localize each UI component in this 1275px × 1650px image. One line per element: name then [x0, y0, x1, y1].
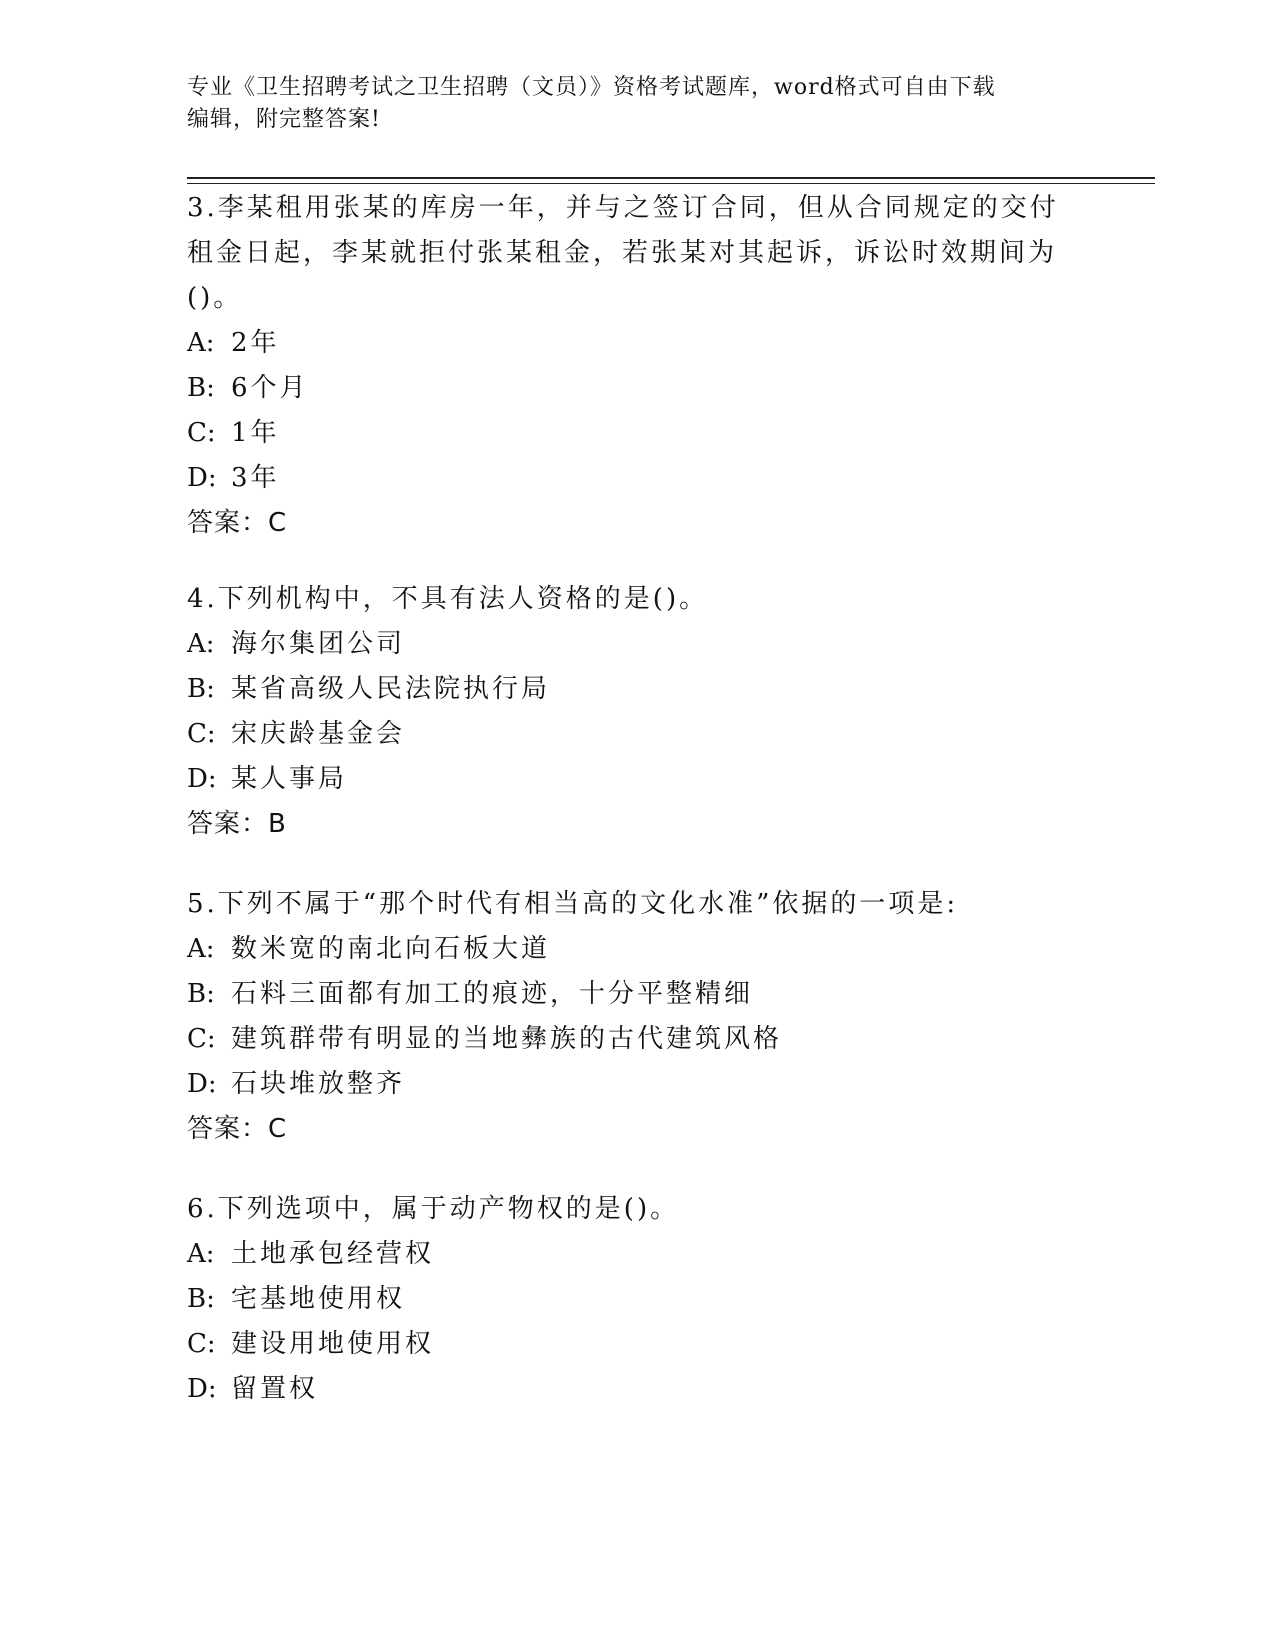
option-c: [187, 1017, 1087, 1062]
question-stem: [187, 882, 1087, 927]
option-text: 2年: [231, 328, 280, 358]
option-a: [187, 622, 1087, 667]
stem-line: ()。: [187, 283, 243, 313]
answer: 答案：C: [187, 508, 288, 538]
option-text: 石料三面都有加工的痕迹，十分平整精细: [231, 979, 754, 1009]
option-text: 宋庆龄基金会: [231, 719, 406, 749]
stem-line: 6.下列选项中，属于动产物权的是()。: [187, 1194, 680, 1224]
option-text: 土地承包经营权: [231, 1239, 435, 1269]
option-b: [187, 972, 1087, 1017]
option-c: [187, 411, 1087, 456]
option-key: B:: [187, 979, 215, 1009]
question-stem: [187, 1187, 1087, 1232]
option-text: 留置权: [231, 1374, 319, 1404]
option-text: 3年: [231, 463, 280, 493]
option-text: 某人事局: [231, 764, 348, 794]
option-key: B:: [187, 1284, 215, 1314]
option-d: [187, 757, 1087, 802]
option-b: [187, 1277, 1087, 1322]
option-c: [187, 712, 1087, 757]
header-divider-thin: [187, 183, 1155, 184]
stem-line: 4.下列机构中，不具有法人资格的是()。: [187, 584, 709, 614]
question-stem: [187, 577, 1087, 622]
answer: 答案：B: [187, 809, 287, 839]
option-key: D:: [187, 1069, 217, 1099]
option-key: B:: [187, 373, 215, 403]
answer: 答案：C: [187, 1114, 288, 1144]
option-text: 数米宽的南北向石板大道: [231, 934, 551, 964]
question-block-4: [187, 577, 1087, 847]
option-text: 建设用地使用权: [231, 1329, 435, 1359]
header-line-2: 编辑，附完整答案!: [187, 107, 381, 132]
option-text: 石块堆放整齐: [231, 1069, 406, 1099]
option-key: C:: [187, 1024, 216, 1054]
option-c: [187, 1322, 1087, 1367]
option-text: 6个月: [231, 373, 309, 403]
option-d: [187, 456, 1087, 501]
option-key: D:: [187, 463, 217, 493]
option-text: 海尔集团公司: [231, 629, 406, 659]
option-text: 1年: [231, 418, 280, 448]
option-key: C:: [187, 719, 216, 749]
option-key: D:: [187, 764, 217, 794]
option-key: D:: [187, 1374, 217, 1404]
option-d: [187, 1367, 1087, 1412]
stem-line: 3.李某租用张某的库房一年，并与之签订合同，但从合同规定的交付: [187, 193, 1059, 223]
option-key: B:: [187, 674, 215, 704]
option-text: 建筑群带有明显的当地彝族的古代建筑风格: [231, 1024, 783, 1054]
option-b: [187, 366, 1087, 411]
option-key: A:: [187, 328, 215, 358]
option-b: [187, 667, 1087, 712]
document-header: [187, 72, 1067, 136]
option-d: [187, 1062, 1087, 1107]
option-key: C:: [187, 1329, 216, 1359]
option-key: A:: [187, 934, 215, 964]
option-text: 某省高级人民法院执行局: [231, 674, 551, 704]
header-line-1: 专业《卫生招聘考试之卫生招聘（文员）》资格考试题库，word格式可自由下载: [187, 75, 996, 100]
option-key: A:: [187, 1239, 215, 1269]
option-text: 宅基地使用权: [231, 1284, 406, 1314]
question-block-3: [187, 186, 1087, 546]
option-key: A:: [187, 629, 215, 659]
header-divider-thick: [187, 177, 1155, 179]
option-a: [187, 927, 1087, 972]
question-block-6: [187, 1187, 1087, 1412]
option-a: [187, 321, 1087, 366]
option-a: [187, 1232, 1087, 1277]
option-key: C:: [187, 418, 216, 448]
question-stem: [187, 186, 1087, 321]
stem-line: 租金日起，李某就拒付张某租金，若张某对其起诉，诉讼时效期间为: [187, 238, 1058, 268]
question-block-5: [187, 882, 1087, 1152]
stem-line: 5.下列不属于“那个时代有相当高的文化水准”依据的一项是:: [187, 889, 959, 919]
